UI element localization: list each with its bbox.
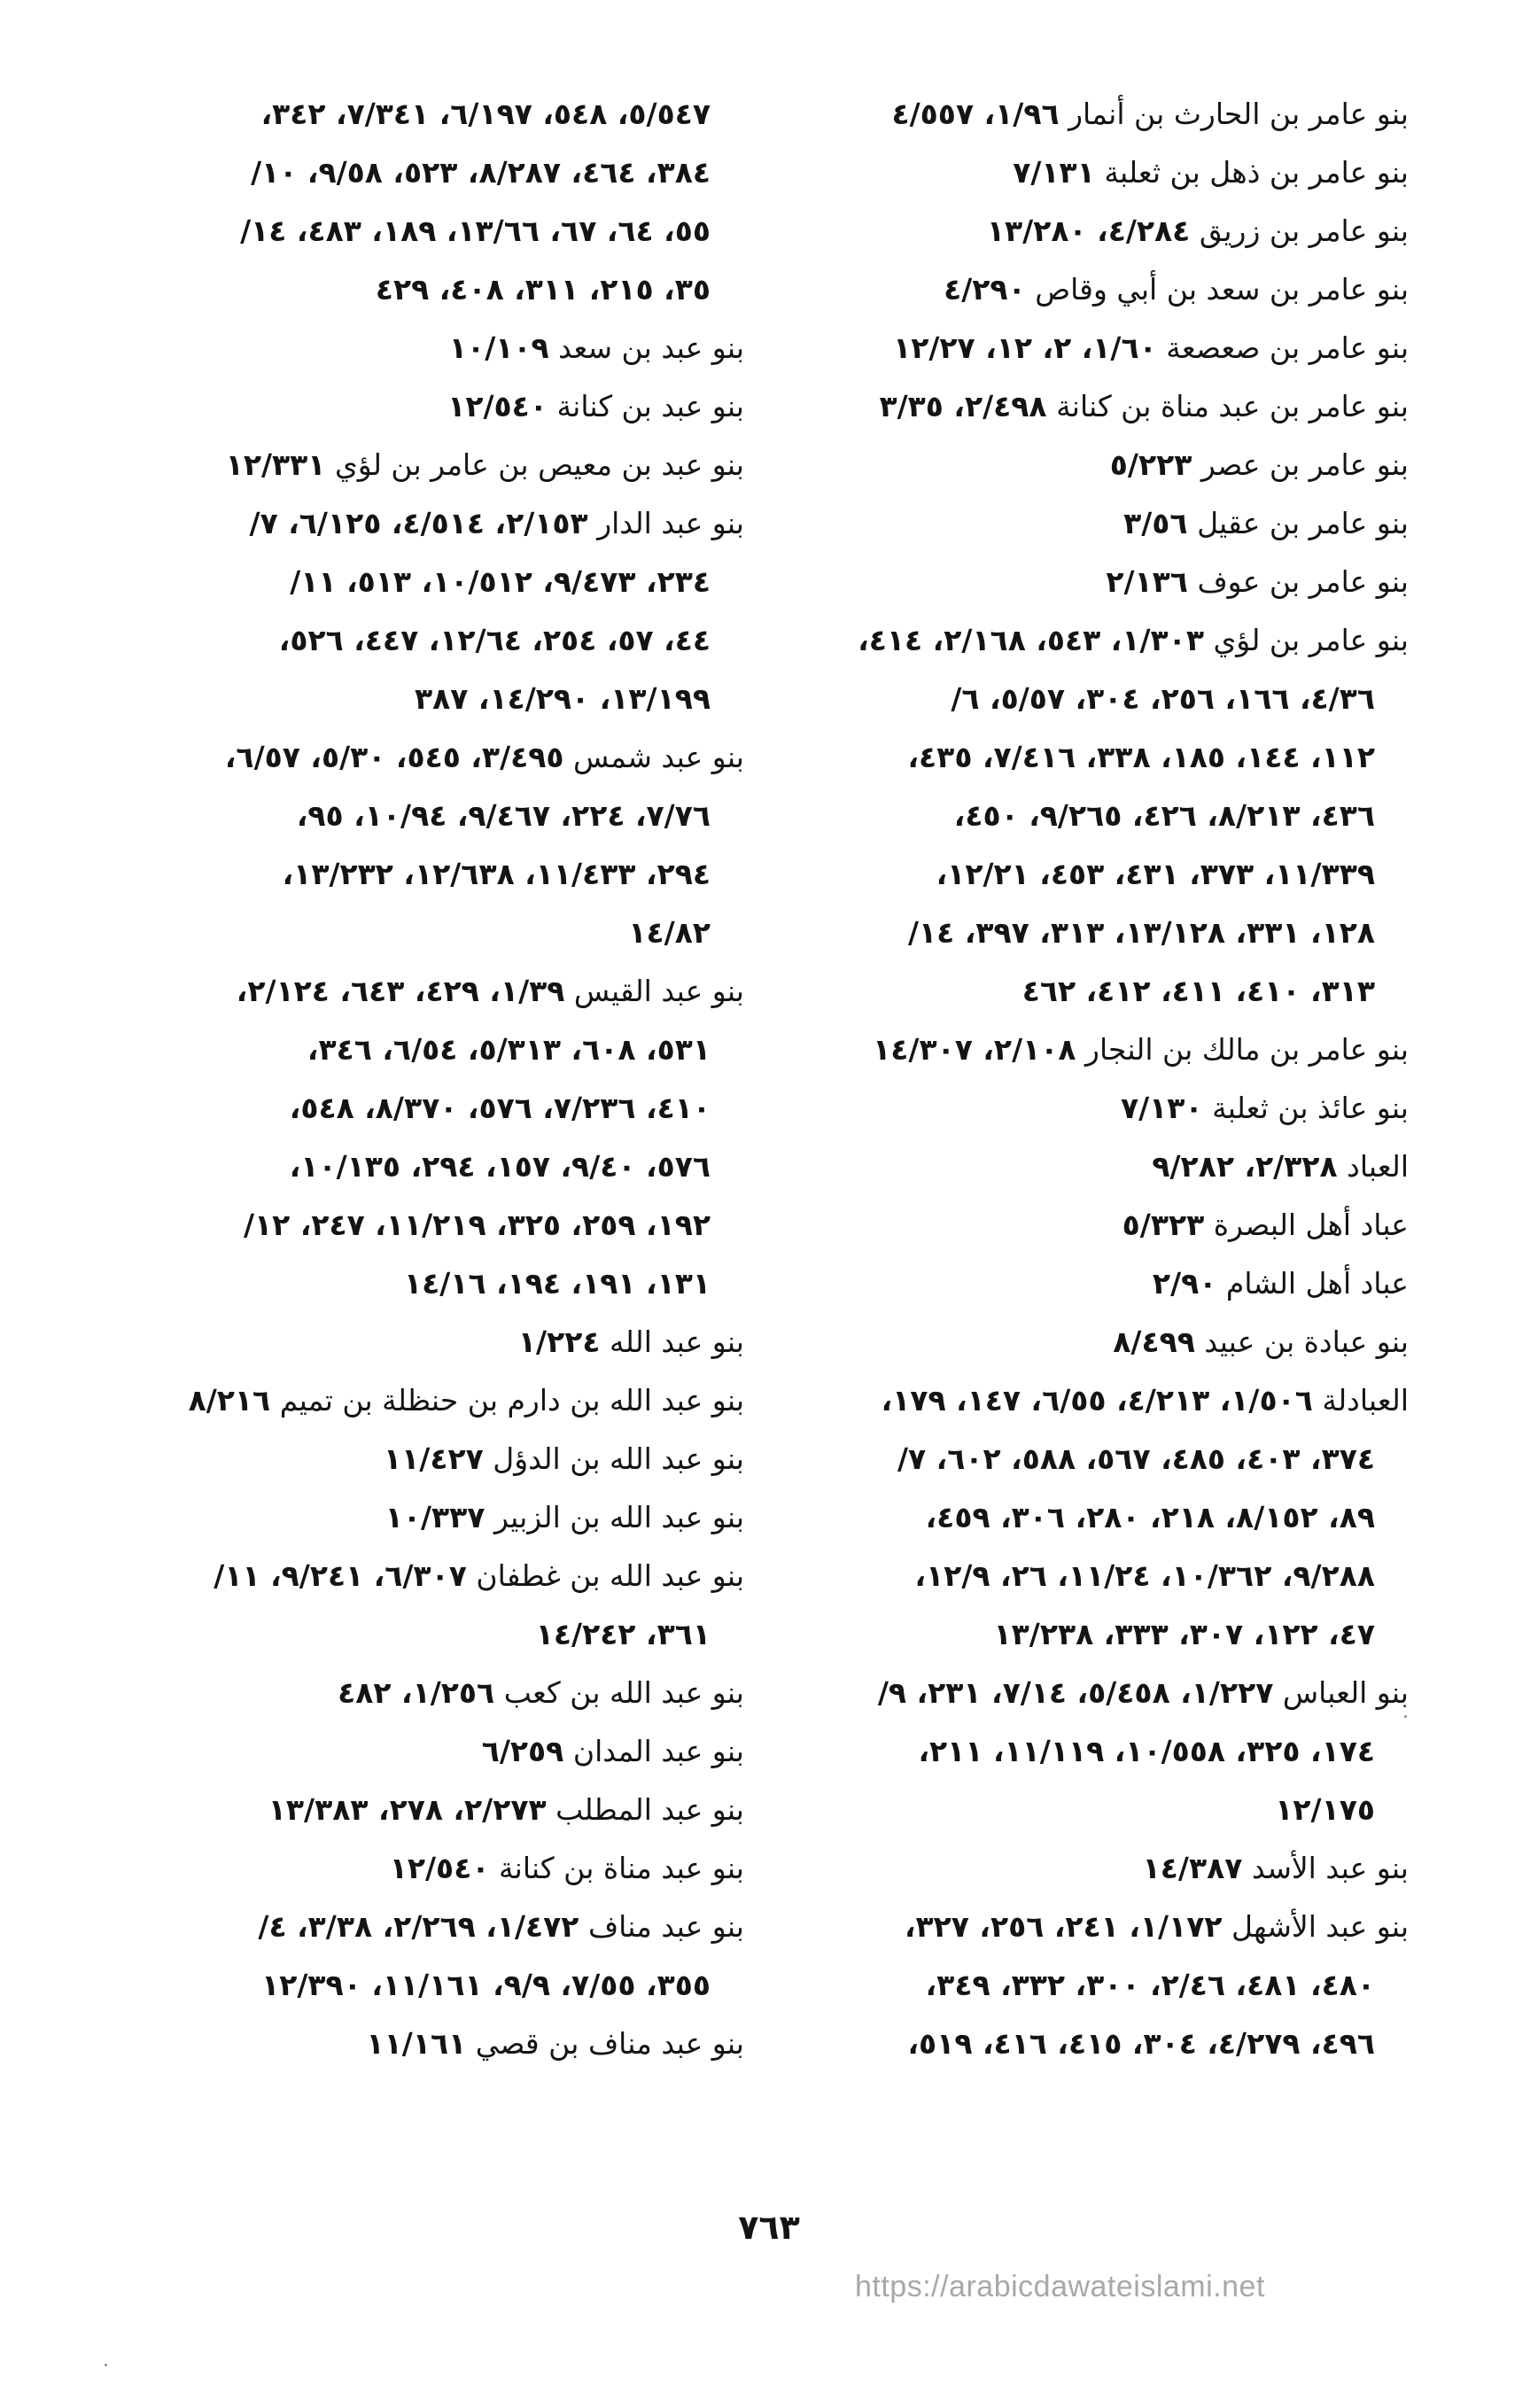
index-entry: [806, 260, 1409, 319]
index-entry-continuation: [124, 553, 744, 611]
index-entry-continuation: [124, 1196, 744, 1254]
index-entry-continuation: [124, 611, 744, 670]
index-entry-continuation: [124, 144, 744, 202]
entry-references: ٣/٥٦: [1123, 506, 1188, 540]
index-entry: [124, 1488, 744, 1547]
entry-references: ١٤/٣٨٧: [1142, 1851, 1243, 1885]
entry-references: ١/١٧٢، ٢٤١، ٢٥٦، ٣٢٧،: [904, 1909, 1223, 1944]
entry-references: ٣٦١، ١٤/٢٤٢: [535, 1617, 711, 1651]
entry-references: ٤/٣٦، ١٦٦، ٢٥٦، ٣٠٤، ٥/٥٧، ٦/: [951, 681, 1375, 716]
entry-heading: عباد أهل البصرة: [1213, 1208, 1409, 1242]
index-entry-continuation: [124, 1021, 744, 1079]
index-entry-continuation: [124, 1956, 744, 2015]
entry-heading: بنو عامر بن عبد مناة بن كنانة: [1056, 389, 1409, 423]
entry-references: ٤٣٦، ٨/٢١٣، ٤٢٦، ٩/٢٦٥، ٤٥٠،: [953, 798, 1375, 833]
index-entry: [124, 1839, 744, 1898]
index-entry: [806, 202, 1409, 260]
entry-references: ٣٥، ٢١٥، ٣١١، ٤٠٨، ٤٢٩: [375, 272, 711, 307]
entry-references: ١٣١، ١٩١، ١٩٤، ١٤/١٦: [403, 1266, 711, 1301]
index-entry: [124, 962, 744, 1021]
entry-references: ١٣/١٩٩، ١٤/٢٩٠، ٣٨٧: [414, 681, 711, 716]
index-entry: [124, 494, 744, 553]
index-entry: [806, 144, 1409, 202]
index-entry: [124, 1722, 744, 1781]
entry-references: ٥/٣٢٣: [1122, 1208, 1205, 1242]
index-entry-continuation: [124, 85, 744, 144]
entry-heading: بنو عبد المدان: [572, 1734, 744, 1768]
index-entry-continuation: [806, 1488, 1409, 1547]
entry-references: ٣٧٤، ٤٠٣، ٤٨٥، ٥٦٧، ٥٨٨، ٦٠٢، ٧/: [897, 1441, 1375, 1476]
entry-heading: العباد: [1347, 1149, 1409, 1184]
index-entry-continuation: [806, 787, 1409, 845]
entry-heading: بنو عامر بن صعصعة: [1166, 330, 1409, 365]
entry-references: ١٠/٣٣٧: [384, 1500, 485, 1534]
index-entry-continuation: [124, 202, 744, 260]
entry-heading: بنو العباس: [1282, 1675, 1409, 1710]
index-entry: [806, 1196, 1409, 1254]
entry-references: ٦/٣٠٧، ٩/٢٤١، ١١/: [214, 1558, 467, 1593]
index-entry-continuation: [806, 2015, 1409, 2073]
index-entry-continuation: [806, 670, 1409, 728]
index-entry: [124, 1898, 744, 1956]
index-entry-continuation: [806, 1781, 1409, 1839]
index-entry-continuation: [124, 260, 744, 319]
entry-references: ١/٢٥٦، ٤٨٢: [338, 1675, 495, 1710]
entry-references: ١٢/٣٣١: [225, 447, 326, 482]
index-entry: [124, 436, 744, 494]
index-entry-continuation: [806, 1956, 1409, 2015]
entry-references: ١٩٢، ٢٥٩، ٣٢٥، ١١/٢١٩، ٢٤٧، ١٢/: [243, 1208, 711, 1242]
index-entry: [124, 1664, 744, 1722]
entry-references: ٥٥، ٦٤، ٦٧، ١٣/٦٦، ١٨٩، ٤٨٣، ١٤/: [240, 214, 711, 248]
index-entry-continuation: [806, 728, 1409, 787]
index-entry: [124, 728, 744, 787]
entry-heading: بنو عبد الله بن كعب: [503, 1675, 744, 1710]
index-entry-continuation: [124, 904, 744, 962]
entry-references: ٤١٠، ٧/٢٣٦، ٥٧٦، ٨/٣٧٠، ٥٤٨،: [289, 1091, 711, 1125]
entry-heading: بنو عامر بن الحارث بن أنمار: [1068, 97, 1409, 131]
index-entry-continuation: [124, 1079, 744, 1138]
entry-references: ١/٢٢٤: [517, 1324, 601, 1359]
entry-references: ١٤/٨٢: [628, 915, 711, 950]
entry-heading: بنو عبد مناف: [587, 1909, 744, 1944]
entry-heading: بنو عبد بن كنانة: [556, 389, 744, 423]
entry-references: ٢٩٤، ١١/٤٣٣، ١٢/٦٣٨، ١٣/٢٣٢،: [282, 857, 711, 891]
entry-heading: بنو عبد الأشهل: [1231, 1909, 1409, 1944]
index-entry: [806, 553, 1409, 611]
entry-heading: بنو عامر بن لؤي: [1213, 623, 1409, 657]
scan-speck: [105, 2364, 107, 2366]
entry-heading: بنو عبد الدار: [597, 506, 744, 540]
index-entry: [124, 1313, 744, 1371]
index-entry-continuation: [806, 845, 1409, 904]
index-entry-continuation: [806, 1605, 1409, 1664]
index-entry: [124, 1430, 744, 1488]
entry-references: ١/٣٩، ٤٢٩، ٦٤٣، ٢/١٢٤،: [236, 974, 565, 1008]
index-entry-continuation: [124, 1605, 744, 1664]
index-entry: [124, 377, 744, 436]
entry-heading: العبادلة: [1322, 1383, 1409, 1418]
entry-heading: بنو عبد المطلب: [555, 1792, 744, 1827]
entry-references: ٨٩، ٨/١٥٢، ٢١٨، ٢٨٠، ٣٠٦، ٤٥٩،: [925, 1500, 1375, 1534]
index-entry: [806, 1138, 1409, 1196]
index-column-left: [124, 85, 744, 2073]
entry-references: ٨/٢١٦: [188, 1383, 271, 1418]
entry-references: ٢/٩٠: [1152, 1266, 1217, 1301]
entry-references: ١١/١٦١: [366, 2026, 467, 2061]
entry-references: ٢/١٠٨، ١٤/٣٠٧: [873, 1032, 1076, 1067]
index-entry: [124, 1371, 744, 1430]
entry-heading: بنو عامر بن عصر: [1200, 447, 1409, 482]
entry-references: ٣١٣، ٤١٠، ٤١١، ٤١٢، ٤٦٢: [1021, 974, 1375, 1008]
entry-references: ٣٥٥، ٧/٥٥، ٩/٩، ١١/١٦١، ١٢/٣٩٠: [261, 1968, 711, 2002]
entry-references: ١٠/١٠٩: [448, 330, 549, 365]
entry-references: ١/٣٠٣، ٥٤٣، ٢/١٦٨، ٤١٤،: [858, 623, 1204, 657]
index-entry: [806, 377, 1409, 436]
entry-heading: بنو عبادة بن عبيد: [1204, 1324, 1409, 1359]
entry-references: ٢٣٤، ٩/٤٧٣، ١٠/٥١٢، ٥١٣، ١١/: [290, 564, 711, 599]
entry-references: ١١/٣٣٩، ٣٧٣، ٤٣١، ٤٥٣، ١٢/٢١،: [936, 857, 1375, 891]
index-entry-continuation: [124, 1254, 744, 1313]
entry-references: ١٢/١٧٥: [1275, 1792, 1375, 1827]
entry-heading: بنو عبد الله: [610, 1324, 744, 1359]
entry-references: ١/٤٧٢، ٢/٢٦٩، ٣/٣٨، ٤/: [258, 1909, 579, 1944]
entry-heading: بنو عائذ بن ثعلبة: [1212, 1091, 1409, 1125]
entry-heading: بنو عبد القيس: [573, 974, 744, 1008]
entry-references: ٤/٢٩٠: [944, 272, 1026, 307]
entry-references: ٣/٤٩٥، ٥٤٥، ٥/٣٠، ٦/٥٧،: [224, 740, 564, 774]
entry-references: ١٧٤، ٣٢٥، ١٠/٥٥٨، ١١/١١٩، ٢١١،: [918, 1734, 1375, 1768]
entry-heading: بنو عامر بن عقيل: [1197, 506, 1409, 540]
entry-references: ٤٨٠، ٤٨١، ٢/٤٦، ٣٠٠، ٣٣٢، ٣٤٩،: [925, 1968, 1375, 2002]
index-entry: [806, 436, 1409, 494]
entry-references: ٥٧٦، ٩/٤٠، ١٥٧، ٢٩٤، ١٠/١٣٥،: [289, 1149, 711, 1184]
entry-heading: بنو عامر بن ذهل بن ثعلبة: [1104, 155, 1409, 190]
entry-references: ٤٤، ٥٧، ٢٥٤، ١٢/٦٤، ٤٤٧، ٥٢٦،: [278, 623, 711, 657]
page-number: ٧٦٣: [738, 2208, 800, 2247]
entry-heading: بنو عامر بن سعد بن أبي وقاص: [1035, 272, 1409, 307]
entry-heading: بنو عبد بن سعد: [558, 330, 744, 365]
entry-references: ٥/٢٢٣: [1109, 447, 1192, 482]
index-entry-continuation: [124, 1138, 744, 1196]
entry-references: ١١٢، ١٤٤، ١٨٥، ٣٣٨، ٧/٤١٦، ٤٣٥،: [907, 740, 1375, 774]
entry-references: ٢/١٣٦: [1106, 564, 1188, 599]
entry-references: ٧/١٣١: [1013, 155, 1095, 190]
index-entry-continuation: [806, 962, 1409, 1021]
entry-references: ٢/٣٢٨، ٩/٢٨٢: [1152, 1149, 1338, 1184]
entry-heading: بنو عبد الأسد: [1251, 1851, 1409, 1885]
scan-speck: [1404, 1715, 1407, 1718]
index-entry: [806, 1254, 1409, 1313]
entry-heading: بنو عبد مناف بن قصي: [475, 2026, 744, 2061]
index-column-right: [806, 85, 1409, 2073]
index-entry: [806, 611, 1409, 670]
entry-heading: بنو عبد مناة بن كنانة: [498, 1851, 744, 1885]
index-entry-continuation: [806, 904, 1409, 962]
index-entry: [806, 1313, 1409, 1371]
entry-references: ١/٦٠، ٢، ١٢، ١٢/٢٧: [893, 330, 1157, 365]
entry-references: ١٢٨، ٣٣١، ١٣/١٢٨، ٣١٣، ٣٩٧، ١٤/: [907, 915, 1375, 950]
entry-references: ٤/٢٨٤، ١٣/٢٨٠: [986, 214, 1191, 248]
entry-heading: بنو عامر بن زريق: [1199, 214, 1409, 248]
index-entry: [806, 1079, 1409, 1138]
index-entry: [806, 319, 1409, 377]
entry-references: ٧/١٣٠: [1120, 1091, 1203, 1125]
index-entry: [806, 1839, 1409, 1898]
entry-references: ٩/٢٨٨، ١٠/٣٦٢، ١١/٢٤، ٢٦، ١٢/٩،: [914, 1558, 1375, 1593]
index-entry-continuation: [124, 845, 744, 904]
entry-references: ١/٢٢٧، ٥/٤٥٨، ٧/١٤، ٢٣١، ٩/: [877, 1675, 1274, 1710]
entry-references: ٢/١٥٣، ٤/٥١٤، ٦/١٢٥، ٧/: [249, 506, 588, 540]
entry-references: ٢/٢٧٣، ٢٧٨، ١٣/٣٨٣: [268, 1792, 547, 1827]
entry-heading: بنو عبد الله بن غطفان: [476, 1558, 744, 1593]
index-entry: [806, 1664, 1409, 1722]
index-entry-continuation: [806, 1430, 1409, 1488]
entry-references: ١٢/٥٤٠: [447, 389, 548, 423]
index-entry: [806, 85, 1409, 144]
index-entry-continuation: [124, 670, 744, 728]
watermark-url: https://arabicdawateislami.net: [855, 2270, 1265, 2303]
entry-references: ١١/٤٢٧: [384, 1441, 484, 1476]
index-entry: [806, 1371, 1409, 1430]
index-entry: [124, 1547, 744, 1605]
index-entry-continuation: [124, 787, 744, 845]
index-entry: [124, 1781, 744, 1839]
index-entry: [806, 1898, 1409, 1956]
index-entry: [806, 494, 1409, 553]
entry-heading: عباد أهل الشام: [1225, 1266, 1409, 1301]
entry-heading: بنو عبد بن معيص بن عامر بن لؤي: [334, 447, 744, 482]
entry-heading: بنو عبد شمس: [573, 740, 744, 774]
entry-references: ٢/٤٩٨، ٣/٣٥: [879, 389, 1047, 423]
entry-references: ١/٩٦، ٤/٥٥٧: [891, 97, 1060, 131]
entry-references: ٨/٤٩٩: [1113, 1324, 1195, 1359]
entry-references: ١٢/٥٤٠: [389, 1851, 490, 1885]
entry-heading: بنو عامر بن مالك بن النجار: [1085, 1032, 1409, 1067]
entry-references: ٤٧، ١٢٢، ٣٠٧، ٣٣٣، ١٣/٢٣٨: [993, 1617, 1375, 1651]
entry-references: ٥٣١، ٦٠٨، ٥/٣١٣، ٦/٥٤، ٣٤٦،: [307, 1032, 711, 1067]
entry-heading: بنو عبد الله بن الزبير: [493, 1500, 744, 1534]
index-entry: [124, 2015, 744, 2073]
index-entry-continuation: [806, 1722, 1409, 1781]
index-entry: [806, 1021, 1409, 1079]
entry-heading: بنو عبد الله بن الدؤل: [493, 1441, 744, 1476]
entry-references: ٤٩٦، ٤/٢٧٩، ٣٠٤، ٤١٥، ٤١٦، ٥١٩،: [907, 2026, 1375, 2061]
entry-heading: بنو عبد الله بن دارم بن حنظلة بن تميم: [279, 1383, 744, 1418]
entry-references: ٥/٥٤٧، ٥٤٨، ٦/١٩٧، ٧/٣٤١، ٣٤٢،: [260, 97, 711, 131]
entry-references: ٣٨٤، ٤٦٤، ٨/٢٨٧، ٥٢٣، ٩/٥٨، ١٠/: [251, 155, 711, 190]
entry-references: ١/٥٠٦، ٤/٢١٣، ٦/٥٥، ١٤٧، ١٧٩،: [881, 1383, 1313, 1418]
entry-heading: بنو عامر بن عوف: [1197, 564, 1409, 599]
index-entry: [124, 319, 744, 377]
index-entry-continuation: [806, 1547, 1409, 1605]
entry-references: ٧/٧٦، ٢٢٤، ٩/٤٦٧، ١٠/٩٤، ٩٥،: [296, 798, 711, 833]
entry-references: ٦/٢٥٩: [481, 1734, 564, 1768]
